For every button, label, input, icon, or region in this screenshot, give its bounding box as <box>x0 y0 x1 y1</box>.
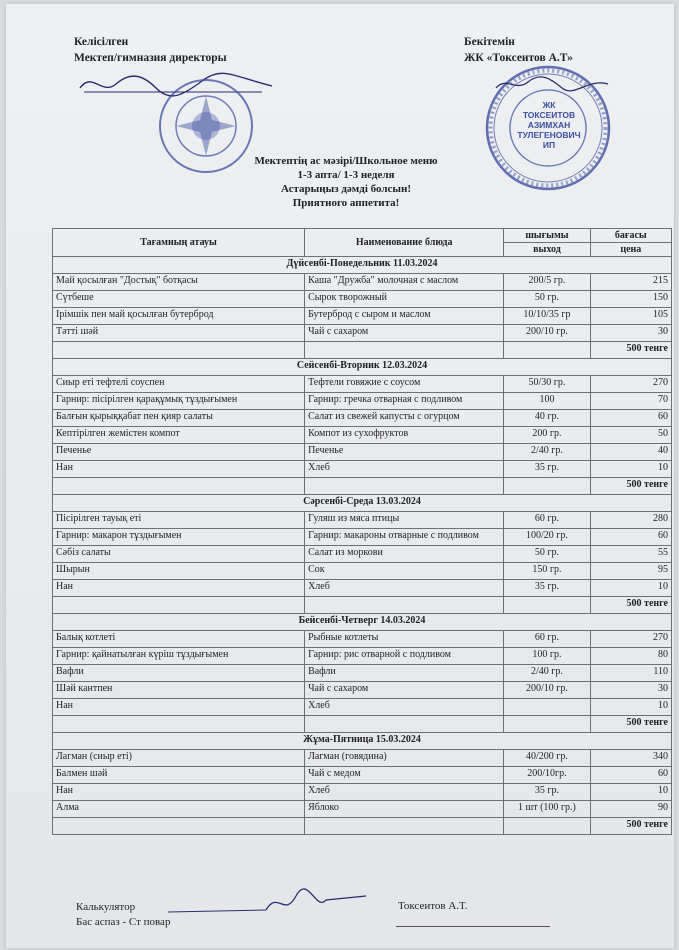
dish-name-ru: Чай с медом <box>305 767 504 784</box>
dish-output: 200/5 гр. <box>504 274 590 291</box>
approval-left-title: Келісілген <box>74 36 129 48</box>
menu-row <box>53 376 672 393</box>
menu-row <box>53 444 672 461</box>
empty-cell <box>53 716 305 733</box>
dish-output: 200/10гр. <box>504 767 590 784</box>
empty-cell <box>305 716 504 733</box>
approval-left-role: Мектеп/гимназия директоры <box>74 52 227 64</box>
dish-name-kz: Балғын қырыққабат пен қияр салаты <box>53 410 305 427</box>
dish-name-ru: Салат из свежей капусты с огурцом <box>305 410 504 427</box>
day-total: 500 тенге <box>590 597 671 614</box>
dish-name-kz: Нан <box>53 580 305 597</box>
dish-name-ru: Чай с сахаром <box>305 325 504 342</box>
dish-price: 95 <box>590 563 671 580</box>
dish-price: 30 <box>590 682 671 699</box>
dish-name-ru: Хлеб <box>305 580 504 597</box>
empty-cell <box>53 597 305 614</box>
column-header-output-kz: шығымы <box>504 229 590 243</box>
footer-roles <box>76 900 170 930</box>
column-header-output-ru: выход <box>504 243 590 257</box>
column-header-kz: Тағамның атауы <box>53 229 305 257</box>
dish-name-ru: Рыбные котлеты <box>305 631 504 648</box>
seal-text-line: ИП <box>542 140 556 150</box>
dish-name-kz: Шырын <box>53 563 305 580</box>
dish-name-ru: Компот из сухофруктов <box>305 427 504 444</box>
dish-name-ru: Лагман (говядина) <box>305 750 504 767</box>
dish-output: 100 <box>504 393 590 410</box>
menu-titles <box>196 154 496 210</box>
dish-name-kz: Нан <box>53 461 305 478</box>
dish-output: 2/40 гр. <box>504 665 590 682</box>
dish-name-kz: Кептірілген жемістен компот <box>53 427 305 444</box>
dish-output: 1 шт (100 гр.) <box>504 801 590 818</box>
greeting-kz: Астарыңыз дәмді болсын! <box>280 183 412 195</box>
day-title: Сейсенбі-Вторник 12.03.2024 <box>53 359 672 376</box>
day-header-row <box>53 257 672 274</box>
dish-price: 80 <box>590 648 671 665</box>
menu-row <box>53 665 672 682</box>
empty-cell <box>53 818 305 835</box>
dish-name-ru: Яблоко <box>305 801 504 818</box>
menu-body <box>53 257 672 835</box>
dish-name-kz: Сиыр еті тефтелі соуспен <box>53 376 305 393</box>
dish-price: 270 <box>590 376 671 393</box>
dish-name-kz: Балмен шәй <box>53 767 305 784</box>
empty-cell <box>504 597 590 614</box>
dish-price: 280 <box>590 512 671 529</box>
day-header-row <box>53 495 672 512</box>
seal-text-line: ЖК <box>542 100 556 110</box>
day-title: Сәрсенбі-Среда 13.03.2024 <box>53 495 672 512</box>
menu-row <box>53 529 672 546</box>
dish-name-ru: Хлеб <box>305 699 504 716</box>
dish-name-ru: Гарнир: макароны отварные с подливом <box>305 529 504 546</box>
menu-row <box>53 631 672 648</box>
dish-output: 200/10 гр. <box>504 325 590 342</box>
day-total: 500 тенге <box>590 342 671 359</box>
dish-price: 40 <box>590 444 671 461</box>
dish-price: 55 <box>590 546 671 563</box>
day-header-row <box>53 359 672 376</box>
dish-name-ru: Гарнир: гречка отварная с подливом <box>305 393 504 410</box>
day-total-row <box>53 716 672 733</box>
dish-output: 40 гр. <box>504 410 590 427</box>
menu-row <box>53 750 672 767</box>
menu-table <box>52 228 672 835</box>
menu-row <box>53 699 672 716</box>
dish-name-kz: Ірімшік пен май қосылған бутерброд <box>53 308 305 325</box>
dish-price: 150 <box>590 291 671 308</box>
dish-name-kz: Сүтбеше <box>53 291 305 308</box>
dish-output: 50/30 гр. <box>504 376 590 393</box>
dish-output: 35 гр. <box>504 784 590 801</box>
menu-row <box>53 461 672 478</box>
footer-role-calculator: Калькулятор <box>76 901 136 913</box>
dish-price: 60 <box>590 767 671 784</box>
column-header-price-kz: бағасы <box>590 229 671 243</box>
dish-name-ru: Чай с сахаром <box>305 682 504 699</box>
day-total-row <box>53 478 672 495</box>
menu-sheet <box>6 4 674 948</box>
day-total-row <box>53 818 672 835</box>
approval-left-block <box>74 34 227 66</box>
dish-name-ru: Бутерброд с сыром и маслом <box>305 308 504 325</box>
menu-row <box>53 274 672 291</box>
dish-output: 200/10 гр. <box>504 682 590 699</box>
signature-line <box>396 926 550 927</box>
dish-name-kz: Гарнир: пісірілген қарақұмық тұздығымен <box>53 393 305 410</box>
dish-price: 110 <box>590 665 671 682</box>
dish-name-kz: Нан <box>53 699 305 716</box>
menu-row <box>53 682 672 699</box>
chef-signature <box>166 882 376 922</box>
day-total-row <box>53 342 672 359</box>
day-total: 500 тенге <box>590 818 671 835</box>
dish-name-ru: Гарнир: рис отварной с подливом <box>305 648 504 665</box>
dish-output: 50 гр. <box>504 291 590 308</box>
empty-cell <box>305 818 504 835</box>
menu-row <box>53 427 672 444</box>
menu-week: 1-3 апта/ 1-3 неделя <box>297 169 395 181</box>
footer-role-chef: Бас аспаз - Ст повар <box>76 916 171 928</box>
footer-name: Токсеитов А.Т. <box>398 900 468 912</box>
dish-price: 30 <box>590 325 671 342</box>
dish-price: 50 <box>590 427 671 444</box>
approval-right-title: Бекітемін <box>464 36 515 48</box>
seal-text-line: ТОКСЕИТОВ <box>522 110 576 120</box>
dish-price: 70 <box>590 393 671 410</box>
empty-cell <box>305 342 504 359</box>
menu-row <box>53 512 672 529</box>
menu-row <box>53 325 672 342</box>
column-header-price-ru: цена <box>590 243 671 257</box>
dish-price: 10 <box>590 699 671 716</box>
dish-name-kz: Гарнир: қайнатылған күріш тұздығымен <box>53 648 305 665</box>
dish-price: 60 <box>590 529 671 546</box>
dish-name-kz: Май қосылған "Достық" ботқасы <box>53 274 305 291</box>
empty-cell <box>53 342 305 359</box>
menu-row <box>53 546 672 563</box>
dish-name-ru: Салат из моркови <box>305 546 504 563</box>
seal-text <box>516 100 582 150</box>
dish-price: 270 <box>590 631 671 648</box>
empty-cell <box>504 478 590 495</box>
menu-row <box>53 410 672 427</box>
dish-output <box>504 699 590 716</box>
menu-row <box>53 580 672 597</box>
dish-name-kz: Гарнир: макарон тұздығымен <box>53 529 305 546</box>
empty-cell <box>504 716 590 733</box>
dish-output: 35 гр. <box>504 580 590 597</box>
dish-price: 90 <box>590 801 671 818</box>
menu-row <box>53 784 672 801</box>
dish-output: 40/200 гр. <box>504 750 590 767</box>
dish-output: 100/20 гр. <box>504 529 590 546</box>
dish-name-ru: Гуляш из мяса птицы <box>305 512 504 529</box>
dish-name-kz: Алма <box>53 801 305 818</box>
day-total-row <box>53 597 672 614</box>
seal-text-line: ТУЛЕГЕНОВИЧ <box>517 130 581 140</box>
dish-price: 10 <box>590 580 671 597</box>
dish-output: 60 гр. <box>504 631 590 648</box>
dish-name-kz: Печенье <box>53 444 305 461</box>
menu-row <box>53 767 672 784</box>
dish-output: 2/40 гр. <box>504 444 590 461</box>
empty-cell <box>504 818 590 835</box>
dish-name-kz: Лагман (сиыр еті) <box>53 750 305 767</box>
dish-name-ru: Сырок творожный <box>305 291 504 308</box>
dish-name-ru: Вафли <box>305 665 504 682</box>
menu-row <box>53 308 672 325</box>
day-header-row <box>53 733 672 750</box>
day-total: 500 тенге <box>590 716 671 733</box>
dish-output: 35 гр. <box>504 461 590 478</box>
dish-name-kz: Нан <box>53 784 305 801</box>
dish-name-kz: Шәй кантпен <box>53 682 305 699</box>
column-header-ru: Наименование блюда <box>305 229 504 257</box>
dish-price: 340 <box>590 750 671 767</box>
dish-price: 10 <box>590 461 671 478</box>
empty-cell <box>504 342 590 359</box>
dish-price: 60 <box>590 410 671 427</box>
dish-price: 215 <box>590 274 671 291</box>
approval-right-block <box>464 34 573 66</box>
approval-right-role: ЖК «Токсеитов А.Т» <box>464 52 573 64</box>
menu-row <box>53 648 672 665</box>
dish-output: 60 гр. <box>504 512 590 529</box>
menu-row <box>53 291 672 308</box>
menu-row <box>53 393 672 410</box>
empty-cell <box>305 478 504 495</box>
empty-cell <box>53 478 305 495</box>
day-title: Дүйсенбі-Понедельник 11.03.2024 <box>53 257 672 274</box>
dish-output: 200 гр. <box>504 427 590 444</box>
seal-text-line: АЗИМХАН <box>527 120 571 130</box>
dish-name-ru: Хлеб <box>305 784 504 801</box>
menu-row <box>53 801 672 818</box>
dish-price: 10 <box>590 784 671 801</box>
dish-name-kz: Сәбіз салаты <box>53 546 305 563</box>
owner-signature <box>492 72 612 96</box>
dish-name-kz: Вафли <box>53 665 305 682</box>
day-title: Бейсенбі-Четверг 14.03.2024 <box>53 614 672 631</box>
dish-output: 150 гр. <box>504 563 590 580</box>
dish-name-kz: Балық котлеті <box>53 631 305 648</box>
day-title: Жұма-Пятница 15.03.2024 <box>53 733 672 750</box>
day-header-row <box>53 614 672 631</box>
dish-name-ru: Печенье <box>305 444 504 461</box>
dish-name-kz: Пісірілген тауық еті <box>53 512 305 529</box>
dish-name-ru: Хлеб <box>305 461 504 478</box>
dish-output: 50 гр. <box>504 546 590 563</box>
dish-name-ru: Каша "Дружба" молочная с маслом <box>305 274 504 291</box>
dish-name-ru: Сок <box>305 563 504 580</box>
dish-price: 105 <box>590 308 671 325</box>
dish-name-kz: Тәтті шәй <box>53 325 305 342</box>
greeting-ru: Приятного аппетита! <box>292 197 400 209</box>
menu-row <box>53 563 672 580</box>
dish-output: 10/10/35 гр <box>504 308 590 325</box>
menu-title: Мектептің ас мәзірі/Школьное меню <box>254 155 438 167</box>
empty-cell <box>305 597 504 614</box>
dish-name-ru: Тефтели говяжие с соусом <box>305 376 504 393</box>
day-total: 500 тенге <box>590 478 671 495</box>
dish-output: 100 гр. <box>504 648 590 665</box>
